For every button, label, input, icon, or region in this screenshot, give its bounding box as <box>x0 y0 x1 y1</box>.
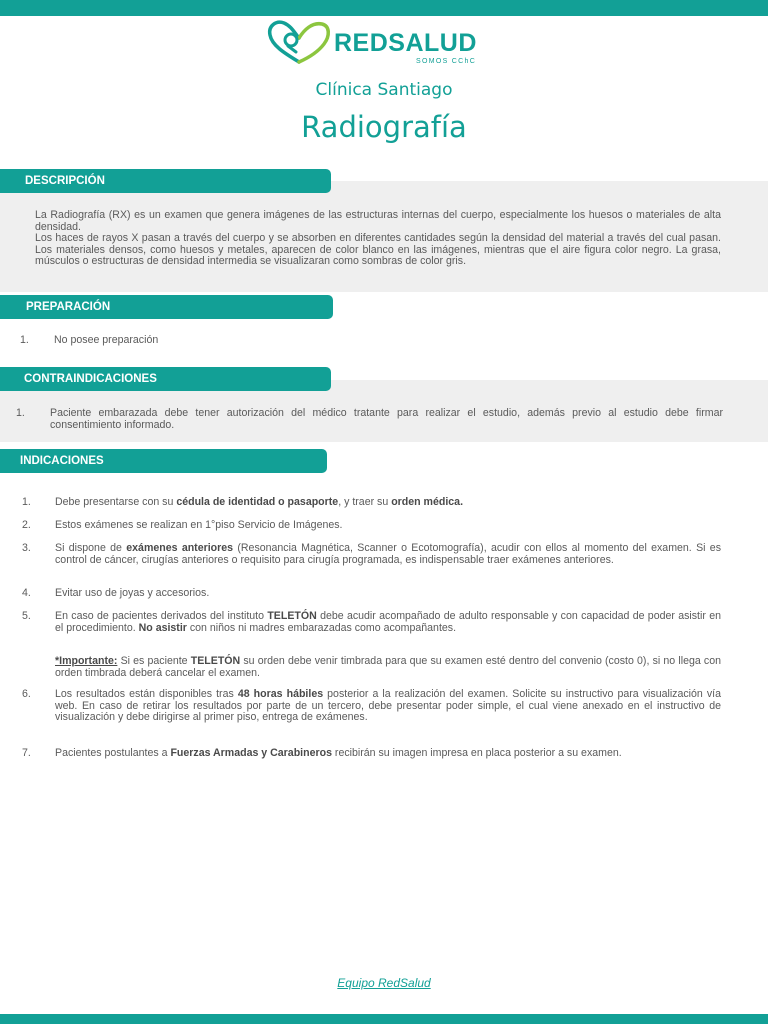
preparacion-item: No posee preparación <box>54 334 159 346</box>
list-item-number: 1. <box>20 334 29 346</box>
bottom-accent-bar <box>0 1014 768 1024</box>
indicaciones-heading: INDICACIONES <box>0 449 327 473</box>
list-item-number: 5. <box>22 610 31 622</box>
footer-team-link[interactable]: Equipo RedSalud <box>337 976 431 990</box>
indicacion-item-2: Estos exámenes se realizan en 1°piso Servicio de Imágenes. <box>55 519 343 531</box>
indicacion-item-6: Los resultados están disponibles tras 48 horas hábiles posterior a la realización del examen. Solicite su instructivo para visualización vía web. En caso de retirar los resultados por parte de un tercero, debe presentar poder simple, el cual viene anexado en el instructivo de visualización y debe dirigirse al primer piso, entrega de exámenes. <box>55 688 721 724</box>
contraindicaciones-item: Paciente embarazada debe tener autorización del médico tratante para realizar el estudio, además previo al estudio debe firmar consentimiento informado. <box>50 407 723 431</box>
list-item-number: 3. <box>22 542 31 554</box>
indicacion-item-7: Pacientes postulantes a Fuerzas Armadas y Carabineros recibirán su imagen impresa en placa posterior a su examen. <box>55 747 622 759</box>
list-item-number: 7. <box>22 747 31 759</box>
contraindicaciones-heading: CONTRAINDICACIONES <box>0 367 331 391</box>
indicacion-item-1: Debe presentarse con su cédula de identidad o pasaporte, y traer su orden médica. <box>55 496 464 508</box>
descripcion-paragraph-2: Los haces de rayos X pasan a través del cuerpo y se absorben en diferentes cantidades según la densidad del material a través del cual pasan. Los materiales densos, como huesos y metales, aparecen de color blanco en las imágenes, mientras que el aire figura color negro. La grasa, músculos o estructuras de densidad intermedia se visualizaran como sombras de color gris. <box>35 232 721 268</box>
heart-logo-icon <box>266 18 332 66</box>
logo-wordmark: REDSALUD <box>334 29 477 57</box>
descripcion-paragraph-1: La Radiografía (RX) es un examen que genera imágenes de las estructuras internas del cuerpo, especialmente los huesos o materiales de alta densidad. <box>35 209 721 233</box>
list-item-number: 4. <box>22 587 31 599</box>
list-item-number: 1. <box>22 496 31 508</box>
list-item-number: 1. <box>16 407 25 419</box>
logo-tagline: SOMOS CChC <box>416 58 477 65</box>
redsalud-logo <box>266 18 506 68</box>
list-item-number: 2. <box>22 519 31 531</box>
top-accent-bar <box>0 0 768 16</box>
importante-note: *Importante: Si es paciente TELETÓN su orden debe venir timbrada para que su examen esté dentro del convenio (costo 0), si no llega con orden timbrada deberá cancelar el examen. <box>55 655 721 679</box>
list-item-number: 6. <box>22 688 31 700</box>
indicacion-item-4: Evitar uso de joyas y accesorios. <box>55 587 210 599</box>
clinic-name: Clínica Santiago <box>315 80 453 100</box>
preparacion-heading: PREPARACIÓN <box>0 295 333 319</box>
indicacion-item-5: En caso de pacientes derivados del instituto TELETÓN debe acudir acompañado de adulto responsable y con capacidad de poder asistir en el procedimiento. No asistir con niños ni madres embarazadas como acompañantes. <box>55 610 721 634</box>
descripcion-heading: DESCRIPCIÓN <box>0 169 331 193</box>
page-title: Radiografía <box>301 110 467 144</box>
indicacion-item-3: Si dispone de exámenes anteriores (Resonancia Magnética, Scanner o Ecotomografía), acudir con ellos al momento del examen. Si es control de cáncer, cirugías anteriores o requisito para cirugía programada, es indispensable traer exámenes anteriores. <box>55 542 721 566</box>
